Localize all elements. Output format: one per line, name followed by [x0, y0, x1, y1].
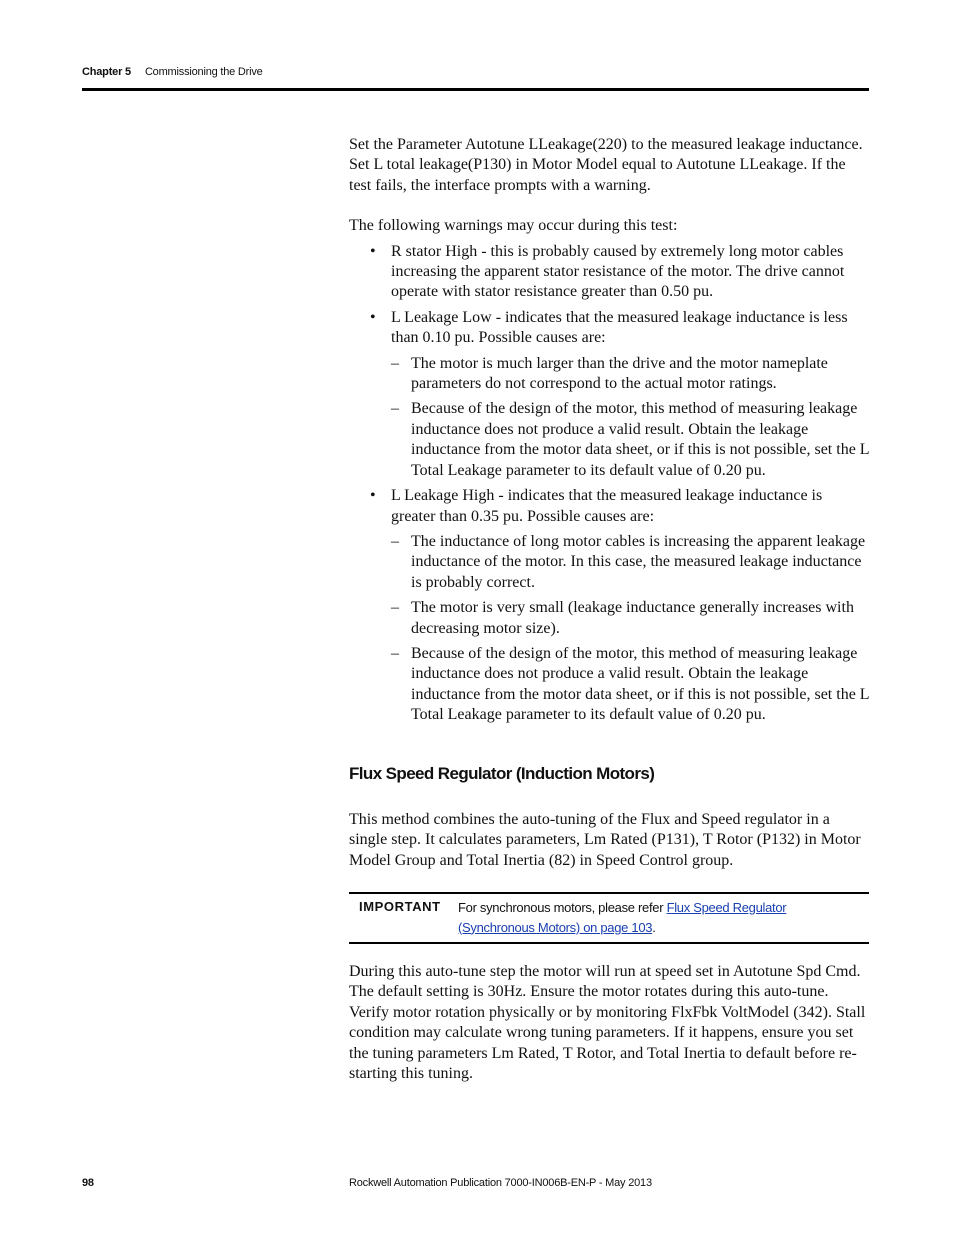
sub-list-item: – The motor is much larger than the drive and the motor nameplate parameters do not correspond to the actual motor ratings.: [391, 354, 869, 395]
page-reference-link[interactable]: Flux Speed Regulator (Synchronous Motors) on page 103: [458, 900, 787, 935]
warnings-list: [349, 242, 869, 726]
section-heading: Flux Speed Regulator (Induction Motors): [349, 764, 655, 783]
sub-list-item: – The motor is very small (leakage inductance generally increases with decreasing motor size).: [391, 598, 869, 639]
important-note: [349, 892, 869, 944]
sub-list: [391, 354, 869, 481]
page-number: 98: [82, 1177, 94, 1189]
bullet-text: L Leakage Low - indicates that the measured leakage inductance is less than 0.10 pu. Possible causes are:: [391, 308, 848, 347]
list-item: [349, 486, 869, 725]
header-rule: [82, 88, 869, 91]
sub-list-item: – Because of the design of the motor, this method of measuring leakage inductance does not produce a valid result. Obtain the leakage inductance from the motor data sheet, or if this is not possible, set the L Total Leakage parameter to its default value of 0.20 pu.: [391, 399, 869, 481]
running-header: [82, 66, 263, 78]
final-text: During this auto-tune step the motor will run at speed set in Autotune Spd Cmd. The default setting is 30Hz. Ensure the motor rotates during this auto-tune. Verify motor rotation physically or by monitoring FlxFbk VoltModel (342). Stall condition may calculate wrong tuning parameters. If it happens, ensure you set the tuning parameters Lm Rated, T Rotor, and Total Inertia to default before re-starting this tuning.: [349, 963, 866, 1083]
sub-list-item: – Because of the design of the motor, this method of measuring leakage inductance does not produce a valid result. Obtain the leakage inductance from the motor data sheet, or if this is not possible, set the L Total Leakage parameter to its default value of 0.20 pu.: [391, 644, 869, 726]
important-text-suffix: .: [652, 919, 656, 935]
intro-paragraph: Set the Parameter Autotune LLeakage(220) to the measured leakage inductance. Set L total leakage(P130) in Motor Model equal to Autotune LLeakage. If the test fails, the interface prompts with a warning.: [349, 136, 863, 194]
leakage-section: [349, 135, 869, 731]
warnings-intro: The following warnings may occur during this test:: [349, 217, 678, 235]
important-text-prefix: For synchronous motors, please refer: [458, 900, 667, 915]
final-paragraph: [349, 962, 869, 1084]
chapter-label: Chapter 5: [82, 66, 131, 78]
list-item: [349, 242, 869, 303]
bullet-text: R stator High - this is probably caused by extremely long motor cables increasing the apparent stator resistance of the motor. The drive cannot operate with stator resistance greater than 0.50 pu.: [391, 242, 845, 301]
chapter-title: Commissioning the Drive: [144, 66, 263, 78]
important-text: [458, 898, 858, 937]
list-item: [349, 308, 869, 481]
section-paragraph: [349, 810, 869, 871]
section-text: This method combines the auto-tuning of the Flux and Speed regulator in a single step. It calculates parameters, Lm Rated (P131), T Rotor (P132) in Motor Model Group and Total Inertia (82) in Speed Control group.: [349, 811, 861, 869]
bullet-text: L Leakage High - indicates that the measured leakage inductance is greater than 0.35 pu. Possible causes are:: [391, 487, 823, 525]
important-label: IMPORTANT: [359, 899, 441, 914]
sub-list-item: – The inductance of long motor cables is increasing the apparent leakage inductance of the motor. In this case, the measured leakage inductance is probably correct.: [391, 532, 869, 593]
sub-list: [391, 532, 869, 726]
publication-info: Rockwell Automation Publication 7000-IN006B-EN-P - May 2013: [349, 1177, 652, 1189]
